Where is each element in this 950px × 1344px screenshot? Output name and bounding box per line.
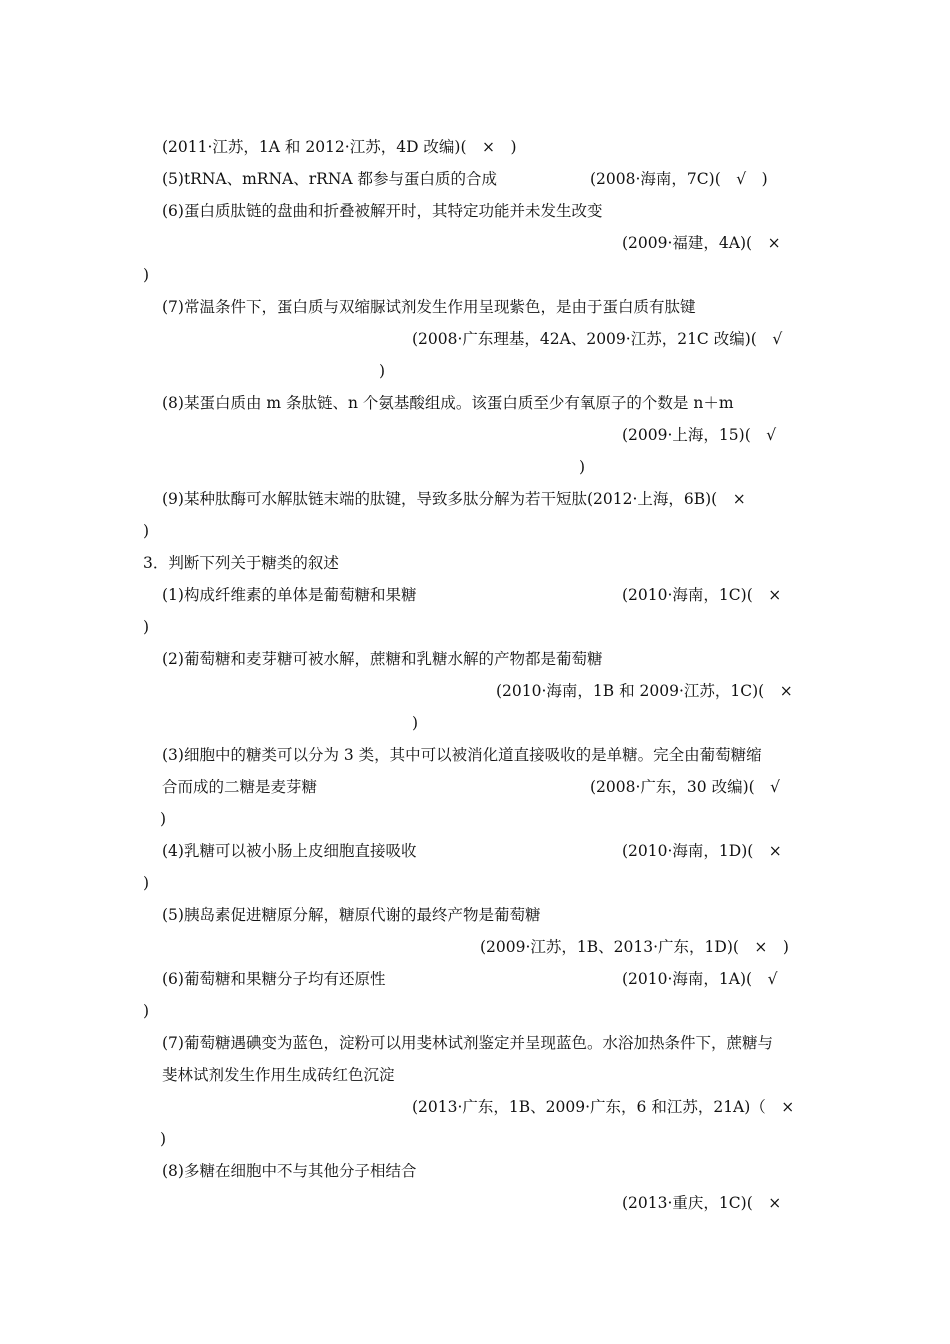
text-line: (7)葡萄糖遇碘变为蓝色，淀粉可以用斐林试剂鉴定并呈现蓝色。水浴加热条件下，蔗糖与 [162, 1034, 773, 1052]
text-line: (2009·福建，4A)( × [622, 234, 781, 252]
text-line: ) [143, 874, 150, 892]
text-line: (9)某种肽酶可水解肽链末端的肽键，导致多肽分解为若干短肽(2012·上海，6B)( × [162, 490, 746, 508]
text-line: (2010·海南，1D)( × [622, 842, 782, 860]
text-line: ) [412, 714, 419, 732]
text-line: (5)胰岛素促进糖原分解，糖原代谢的最终产物是葡萄糖 [162, 906, 541, 924]
text-line: (5)tRNA、mRNA、rRNA 都参与蛋白质的合成 [162, 170, 497, 188]
text-line: ) [143, 266, 150, 284]
text-line: ) [143, 522, 150, 540]
text-line: (3)细胞中的糖类可以分为 3 类，其中可以被消化道直接吸收的是单糖。完全由葡萄糖缩 [162, 746, 762, 764]
text-line: (2010·海南，1A)( √ [622, 970, 778, 988]
text-line: ) [143, 618, 150, 636]
text-line: ) [160, 1130, 167, 1148]
text-line: 斐林试剂发生作用生成砖红色沉淀 [162, 1066, 395, 1084]
text-line: ) [143, 1002, 150, 1020]
text-line: (2009·江苏，1B、2013·广东，1D)( × ) [480, 938, 789, 956]
text-line: (4)乳糖可以被小肠上皮细胞直接吸收 [162, 842, 417, 860]
text-line: (1)构成纤维素的单体是葡萄糖和果糖 [162, 586, 417, 604]
text-line: (2008·广东，30 改编)( √ [590, 778, 781, 796]
text-line: (2013·重庆，1C)( × [622, 1194, 782, 1212]
text-line: (2011·江苏，1A 和 2012·江苏，4D 改编)( × ) [162, 138, 517, 156]
text-line: (2)葡萄糖和麦芽糖可被水解，蔗糖和乳糖水解的产物都是葡萄糖 [162, 650, 603, 668]
text-line: (2009·上海，15)( √ [622, 426, 777, 444]
section-heading: 3．判断下列关于糖类的叙述 [143, 554, 339, 572]
text-line: (2013·广东，1B、2009·广东，6 和江苏，21A)（ × [412, 1098, 795, 1116]
text-line: (2010·海南，1B 和 2009·江苏，1C)( × [496, 682, 793, 700]
text-line: ) [160, 810, 167, 828]
text-line: 合而成的二糖是麦芽糖 [162, 778, 318, 796]
text-line: (6)蛋白质肽链的盘曲和折叠被解开时，其特定功能并未发生改变 [162, 202, 603, 220]
text-line: ) [579, 458, 586, 476]
text-line: (8)多糖在细胞中不与其他分子相结合 [162, 1162, 417, 1180]
text-line: (7)常温条件下，蛋白质与双缩脲试剂发生作用呈现紫色，是由于蛋白质有肽键 [162, 298, 696, 316]
text-line: (2008·海南，7C)( √ ) [590, 170, 768, 188]
text-line: (6)葡萄糖和果糖分子均有还原性 [162, 970, 386, 988]
text-line: (2010·海南，1C)( × [622, 586, 782, 604]
text-line: ) [379, 362, 386, 380]
text-line: (8)某蛋白质由 m 条肽链、n 个氨基酸组成。该蛋白质至少有氧原子的个数是 n＋m [162, 394, 734, 412]
text-line: (2008·广东理基，42A、2009·江苏，21C 改编)( √ [412, 330, 783, 348]
